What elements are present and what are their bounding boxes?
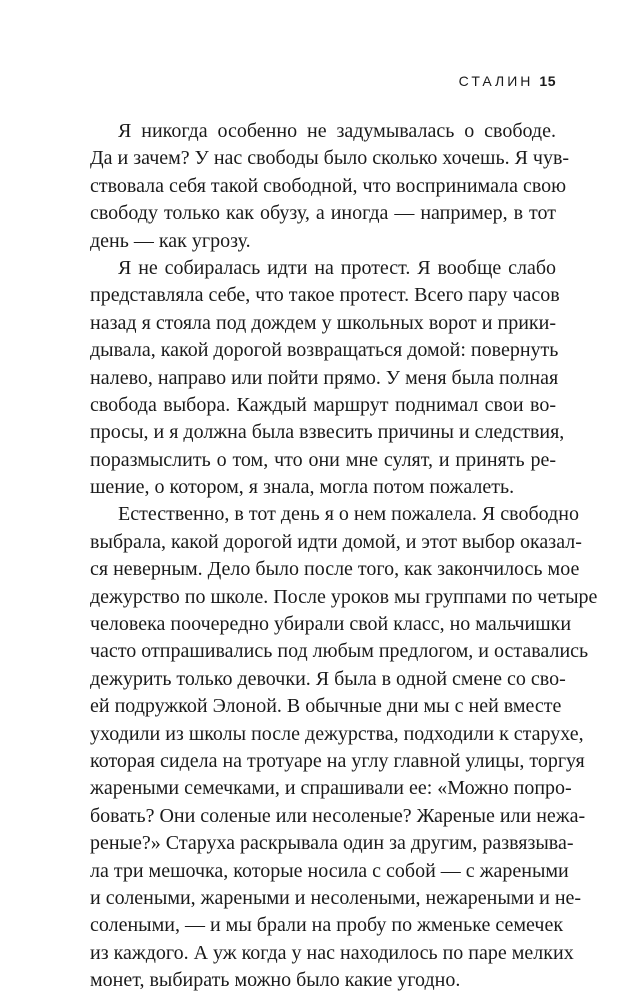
text-line: из каждого. А уж когда у нас находилось по паре мелких <box>90 941 574 964</box>
running-head <box>459 72 556 90</box>
paragraph <box>90 501 598 994</box>
text-line: свободу только как обузу, а иногда — например, в тот <box>90 202 556 225</box>
text-line: шение, о котором, я знала, могла потом пожалеть. <box>90 476 515 499</box>
text-line: Да и зачем? У нас свободы было сколько хочешь. Я чув- <box>90 147 570 170</box>
text-line: свобода выбора. Каждый маршрут поднимал свои во- <box>90 393 556 416</box>
text-line: реные?» Старуха раскрывала один за другим, развязыва- <box>90 832 574 855</box>
text-line: налево, направо или пойти прямо. У меня была полная <box>90 366 559 389</box>
text-line: ствовала себя такой свободной, что воспринимала свою <box>90 174 567 197</box>
text-line: ла три мешочка, которые носила с собой — с жареными <box>90 859 569 882</box>
text-line: солеными, — и мы брали на пробу по жменьке семечек <box>90 914 564 937</box>
text-line: уходили из школы после дежурства, подходили к старухе, <box>90 722 584 745</box>
text-line: просы, и я должна была взвесить причины и следствия, <box>90 421 565 444</box>
text-line: жареными семечками, и спрашивали ее: «Можно попро- <box>90 777 572 800</box>
text-line: которая сидела на тротуаре на углу главной улицы, торгуя <box>90 749 585 772</box>
text-line: Я не собиралась идти на протест. Я вообще слабо <box>118 256 556 279</box>
text-line: Я никогда особенно не задумывалась о свободе. <box>118 120 556 142</box>
text-line: человека поочередно убирали свой класс, но мальчишки <box>90 613 572 636</box>
text-line: дежурство по школе. После уроков мы группами по четыре <box>90 585 598 608</box>
paragraph <box>90 118 570 255</box>
text-line: монет, выбирать можно было какие угодно. <box>90 969 461 992</box>
text-line: дывала, какой дорогой возвращаться домой: повернуть <box>90 339 559 362</box>
text-line: поразмыслить о том, что они мне сулят, и принять ре- <box>90 448 556 471</box>
paragraph <box>90 255 565 502</box>
text-line: ся неверным. Дело было после того, как закончилось мое <box>90 558 580 581</box>
text-line: день — как угрозу. <box>90 229 251 252</box>
text-line: часто отпрашивались под любым предлогом, и оставались <box>90 640 589 663</box>
text-line: и солеными, жареными и несолеными, нежареными и не- <box>90 886 582 909</box>
text-line: представляла себе, что такое протест. Всего пару часов <box>90 284 560 307</box>
page-number: 15 <box>539 73 556 89</box>
text-line: ей подружкой Элоной. В обычные дни мы с ней вместе <box>90 695 562 718</box>
text-line: выбрала, какой дорогой идти домой, и этот выбор оказал- <box>90 530 582 553</box>
text-line: Естественно, в тот день я о нем пожалела. Я свободно <box>118 503 579 526</box>
text-line: бовать? Они соленые или несоленые? Жареные или нежа- <box>90 804 586 827</box>
text-line: дежурить только девочки. Я была в одной смене со сво- <box>90 667 566 690</box>
running-head-title: СТАЛИН <box>458 73 534 89</box>
body-text <box>90 118 598 995</box>
text-line: назад я стояла под дождем у школьных ворот и прики- <box>90 311 556 334</box>
